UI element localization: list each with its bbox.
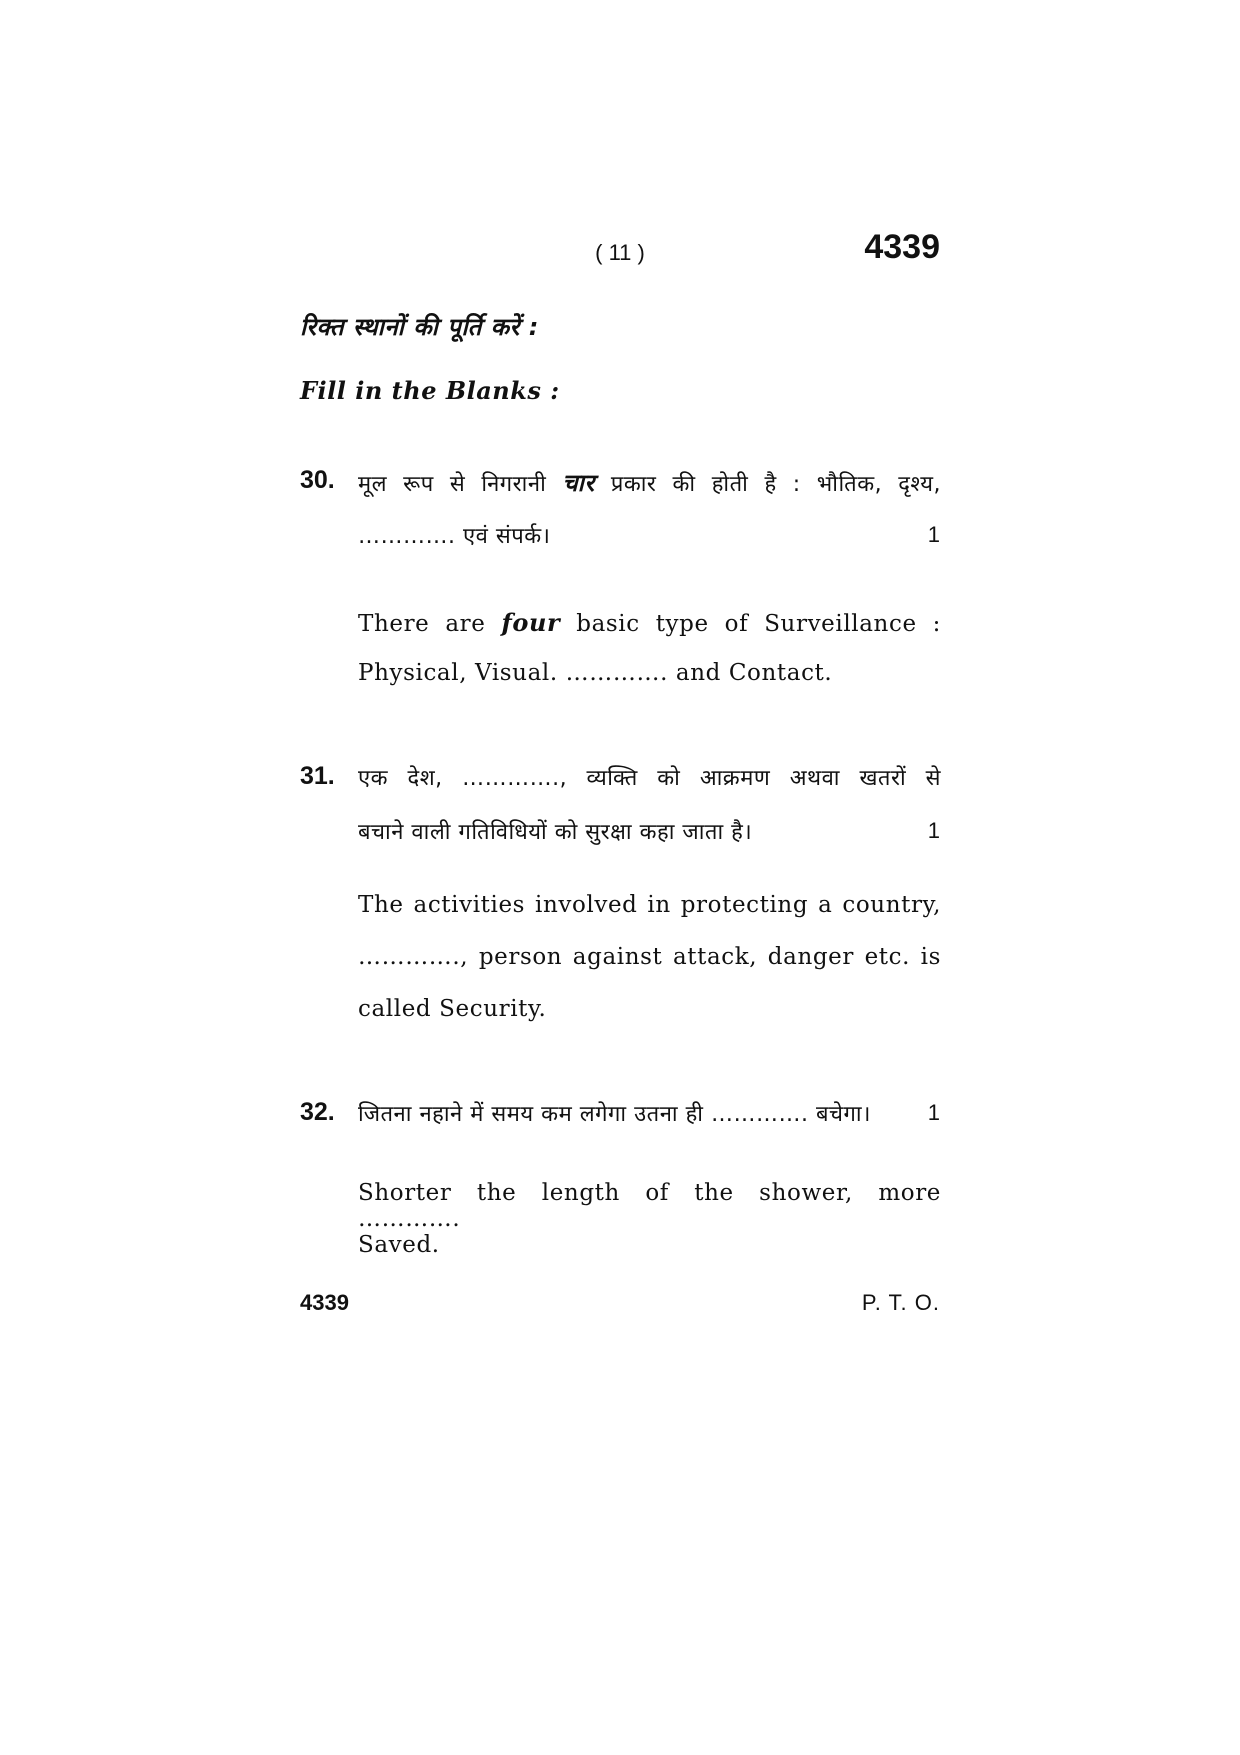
question-30-marks: 1 (927, 522, 940, 547)
question-30-english-text-b: basic type of Surveillance : (576, 611, 941, 637)
question-31-english-line-3: called Security. (358, 996, 547, 1022)
question-32-marks: 1 (927, 1100, 940, 1125)
question-number-32: 32. (300, 1098, 335, 1126)
page-number: ( 11 ) (595, 240, 645, 265)
question-number-31: 31. (300, 762, 335, 790)
question-32-hindi-line-1: जितना नहाने में समय कम लगेगा उतना ही …………. बचेगा। (358, 1102, 871, 1127)
question-31-hindi-line-1: एक देश, …………., व्यक्ति को आक्रमण अथवा खतरों से (358, 766, 941, 791)
pto-label: P. T. O. (861, 1290, 940, 1315)
question-31-english-line-2: …………., person against attack, danger etc. is (358, 944, 941, 970)
question-30-english-line-1 (358, 608, 941, 637)
paper-code-header: 4339 (864, 228, 940, 266)
paper-code-footer: 4339 (300, 1290, 349, 1315)
question-30-english-emphasis: four (501, 608, 561, 637)
question-30-english-text-a: There are (358, 611, 486, 637)
question-number-30: 30. (300, 466, 335, 494)
question-30-hindi-text-a: मूल रूप से निगरानी (358, 472, 547, 497)
section-title-english: Fill in the Blanks : (300, 376, 560, 405)
question-30-english-line-2: Physical, Visual. …………. and Contact. (358, 660, 833, 686)
section-title-hindi: रिक्त स्थानों की पूर्ति करें : (300, 313, 539, 341)
question-30-hindi-line-2: …………. एवं संपर्क। (358, 524, 551, 549)
question-30-hindi-emphasis: चार (562, 469, 595, 497)
question-32-english-line-2: Saved. (358, 1232, 440, 1258)
question-30-hindi-line-1 (358, 466, 941, 499)
question-31-marks: 1 (927, 818, 940, 843)
question-31-english-line-1: The activities involved in protecting a country, (358, 892, 941, 918)
question-30-hindi-text-b: प्रकार की होती है : भौतिक, दृश्य, (610, 472, 941, 497)
question-32-english-line-1: Shorter the length of the shower, more …………. (358, 1180, 941, 1232)
question-31-hindi-line-2: बचाने वाली गतिविधियों को सुरक्षा कहा जाता है। (358, 820, 753, 845)
